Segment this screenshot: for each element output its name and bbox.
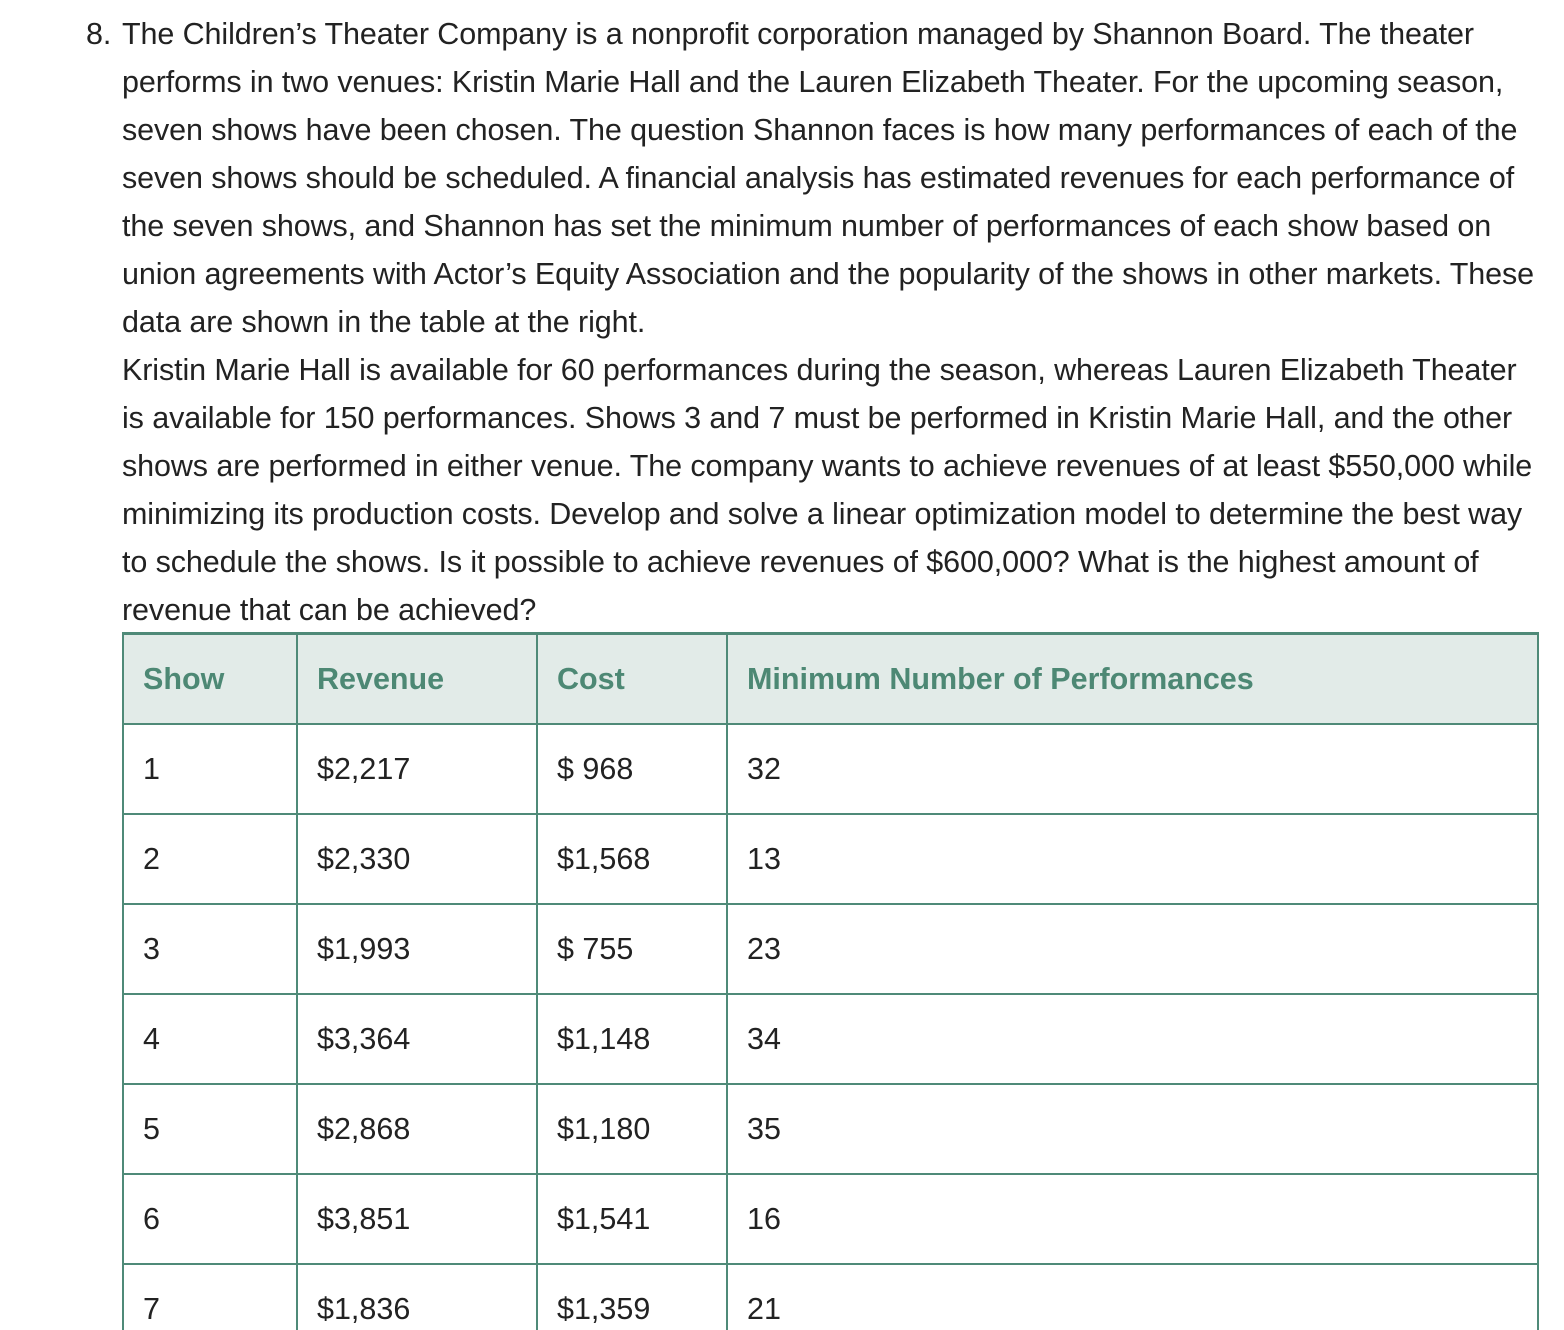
header-cost: Cost (537, 634, 727, 725)
cell-show: 4 (123, 994, 297, 1084)
table-row (123, 904, 1538, 994)
problem-paragraph-2: Kristin Marie Hall is available for 60 performances during the season, whereas Lauren Elizabeth Theater is available for 150 performances. Shows 3 and 7 must be performed in Kristin Marie Hall, and the other shows are performed in either venue. The company wants to achieve revenues of at least $550,000 while minimizing its production costs. Develop and solve a linear optimization model to determine the best way to schedule the shows. Is it possible to achieve revenues of $600,000? What is the highest amount of revenue that can be achieved? (122, 353, 1533, 627)
cell-revenue: $1,993 (297, 904, 537, 994)
cell-minimum: 23 (727, 904, 1538, 994)
cell-revenue: $2,330 (297, 814, 537, 904)
cell-show: 3 (123, 904, 297, 994)
cell-minimum: 16 (727, 1174, 1538, 1264)
table-header-row (123, 634, 1538, 725)
header-revenue: Revenue (297, 634, 537, 725)
cell-minimum: 34 (727, 994, 1538, 1084)
show-data-table (122, 632, 1539, 1330)
header-show: Show (123, 634, 297, 725)
cell-cost: $ 755 (537, 904, 727, 994)
problem-text (86, 10, 1536, 634)
cell-minimum: 32 (727, 724, 1538, 814)
cell-cost: $1,180 (537, 1084, 727, 1174)
cell-revenue: $1,836 (297, 1264, 537, 1330)
cell-cost: $1,541 (537, 1174, 727, 1264)
cell-revenue: $3,364 (297, 994, 537, 1084)
cell-cost: $1,148 (537, 994, 727, 1084)
table-row (123, 1084, 1538, 1174)
cell-cost: $1,568 (537, 814, 727, 904)
cell-minimum: 21 (727, 1264, 1538, 1330)
cell-cost: $1,359 (537, 1264, 727, 1330)
table-row (123, 1264, 1538, 1330)
problem-paragraph-1: The Children’s Theater Company is a nonprofit corporation managed by Shannon Board. The theater performs in two venues: Kristin Marie Hall and the Lauren Elizabeth Theater. For the upcoming season, seven shows have been chosen. The question Shannon faces is how many performances of each of the seven shows should be scheduled. A financial analysis has estimated revenues for each performance of the seven shows, and Shannon has set the minimum number of performances of each show based on union agreements with Actor’s Equity Association and the popularity of the shows in other markets. These data are shown in the table at the right. (122, 17, 1535, 339)
cell-revenue: $2,868 (297, 1084, 537, 1174)
cell-minimum: 35 (727, 1084, 1538, 1174)
cell-cost: $ 968 (537, 724, 727, 814)
cell-revenue: $3,851 (297, 1174, 537, 1264)
table-row (123, 1174, 1538, 1264)
table-row (123, 994, 1538, 1084)
cell-revenue: $2,217 (297, 724, 537, 814)
show-data-table-container (122, 632, 1537, 1330)
table-row (123, 814, 1538, 904)
cell-show: 6 (123, 1174, 297, 1264)
problem-number: 8. (86, 17, 112, 51)
cell-show: 2 (123, 814, 297, 904)
cell-show: 5 (123, 1084, 297, 1174)
cell-show: 7 (123, 1264, 297, 1330)
header-minimum-performances: Minimum Number of Performances (727, 634, 1538, 725)
cell-minimum: 13 (727, 814, 1538, 904)
cell-show: 1 (123, 724, 297, 814)
table-row (123, 724, 1538, 814)
